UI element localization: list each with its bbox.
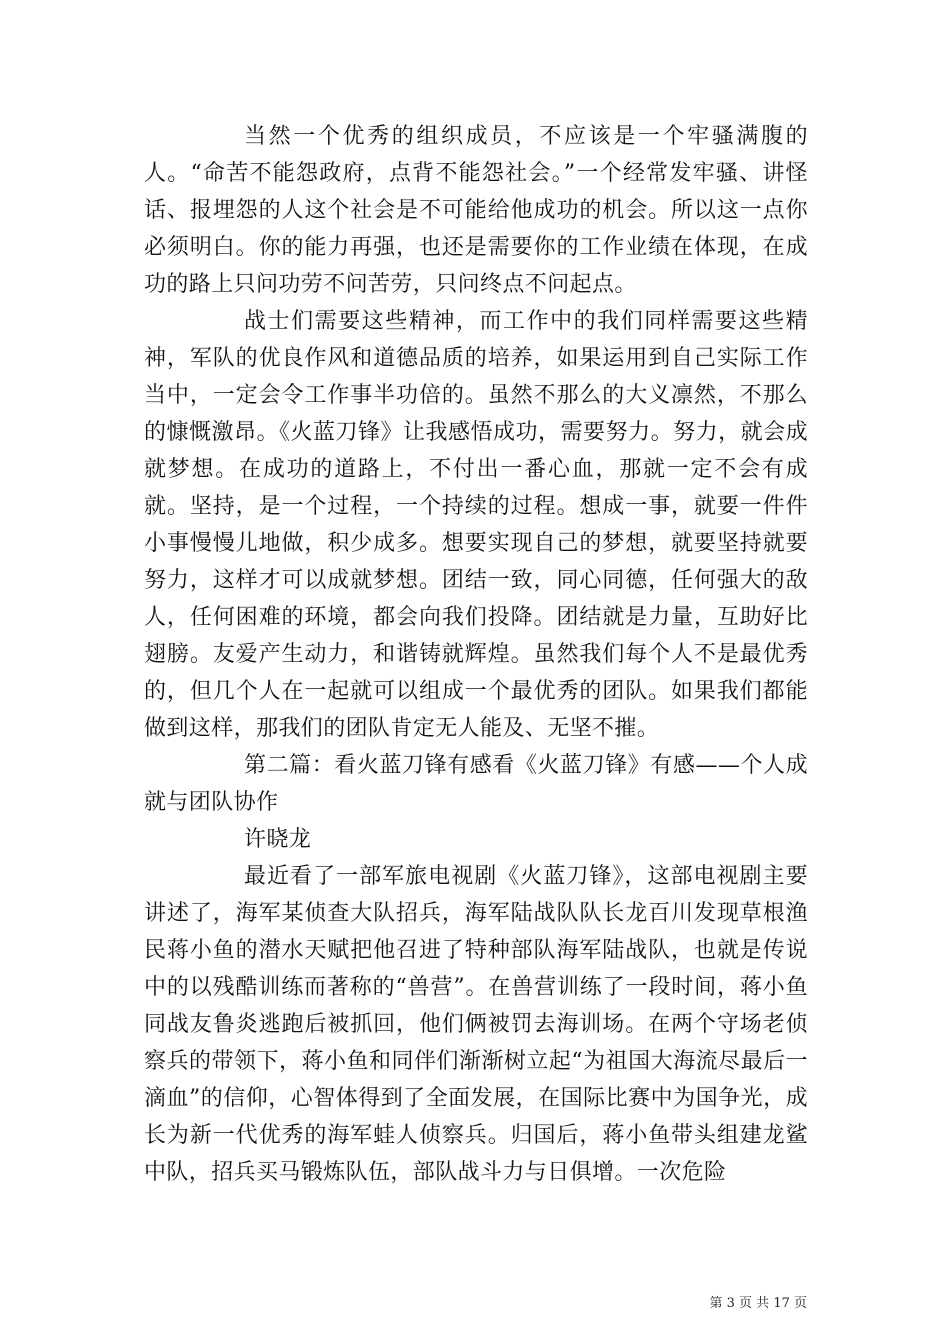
document-body xyxy=(144,118,808,1191)
page-number-footer: 第 3 页 共 17 页 xyxy=(709,1296,807,1311)
paragraph-synopsis: 最近看了一部军旅电视剧《火蓝刀锋》，这部电视剧主要讲述了，海军某侦查大队招兵，海军陆战队队长龙百川发现草根渔民蒋小鱼的潜水天赋把他召进了特种部队海军陆战队，也就是传说中的以残酷训练而著称的“兽营”。在兽营训练了一段时间，蒋小鱼同战友鲁炎逃跑后被抓回，他们俩被罚去海训场。在两个守场老侦察兵的带领下，蒋小鱼和同伴们渐渐树立起“为祖国大海流尽最后一滴血”的信仰，心智体得到了全面发展，在国际比赛中为国争光，成长为新一代优秀的海军蛙人侦察兵。归国后，蒋小鱼带头组建龙鲨中队，招兵买马锻炼队伍，部队战斗力与日俱增。一次危险 xyxy=(144,864,808,1185)
paragraph-complaints: 当然一个优秀的组织成员，不应该是一个牢骚满腹的人。“命苦不能怨政府，点背不能怨社会。”一个经常发牢骚、讲怪话、报埋怨的人这个社会是不可能给他成功的机会。所以这一点你必须明白。你的能力再强，也还是需要你的工作业绩在体现，在成功的路上只问功劳不问苦劳，只问终点不问起点。 xyxy=(144,124,808,297)
section-title: 第二篇：看火蓝刀锋有感看《火蓝刀锋》有感——个人成就与团队协作 xyxy=(144,753,808,815)
author-name: 许晓龙 xyxy=(244,827,312,852)
paragraph-spirit: 战士们需要这些精神，而工作中的我们同样需要这些精神，军队的优良作风和道德品质的培养，如果运用到自己实际工作当中，一定会令工作事半功倍的。虽然不那么的大义凛然，不那么的慷慨激昂。《火蓝刀锋》让我感悟成功，需要努力。努力，就会成就梦想。在成功的道路上，不付出一番心血，那就一定不会有成就。坚持，是一个过程，一个持续的过程。想成一事，就要一件件小事慢慢儿地做，积少成多。想要实现自己的梦想，就要坚持就要努力，这样才可以成就梦想。团结一致，同心同德，任何强大的敌人，任何困难的环境，都会向我们投降。团结就是力量，互助好比翅膀。友爱产生动力，和谐铸就辉煌。虽然我们每个人不是最优秀的，但几个人在一起就可以组成一个最优秀的团队。如果我们都能做到这样，那我们的团队肯定无人能及、无坚不摧。 xyxy=(144,309,808,741)
